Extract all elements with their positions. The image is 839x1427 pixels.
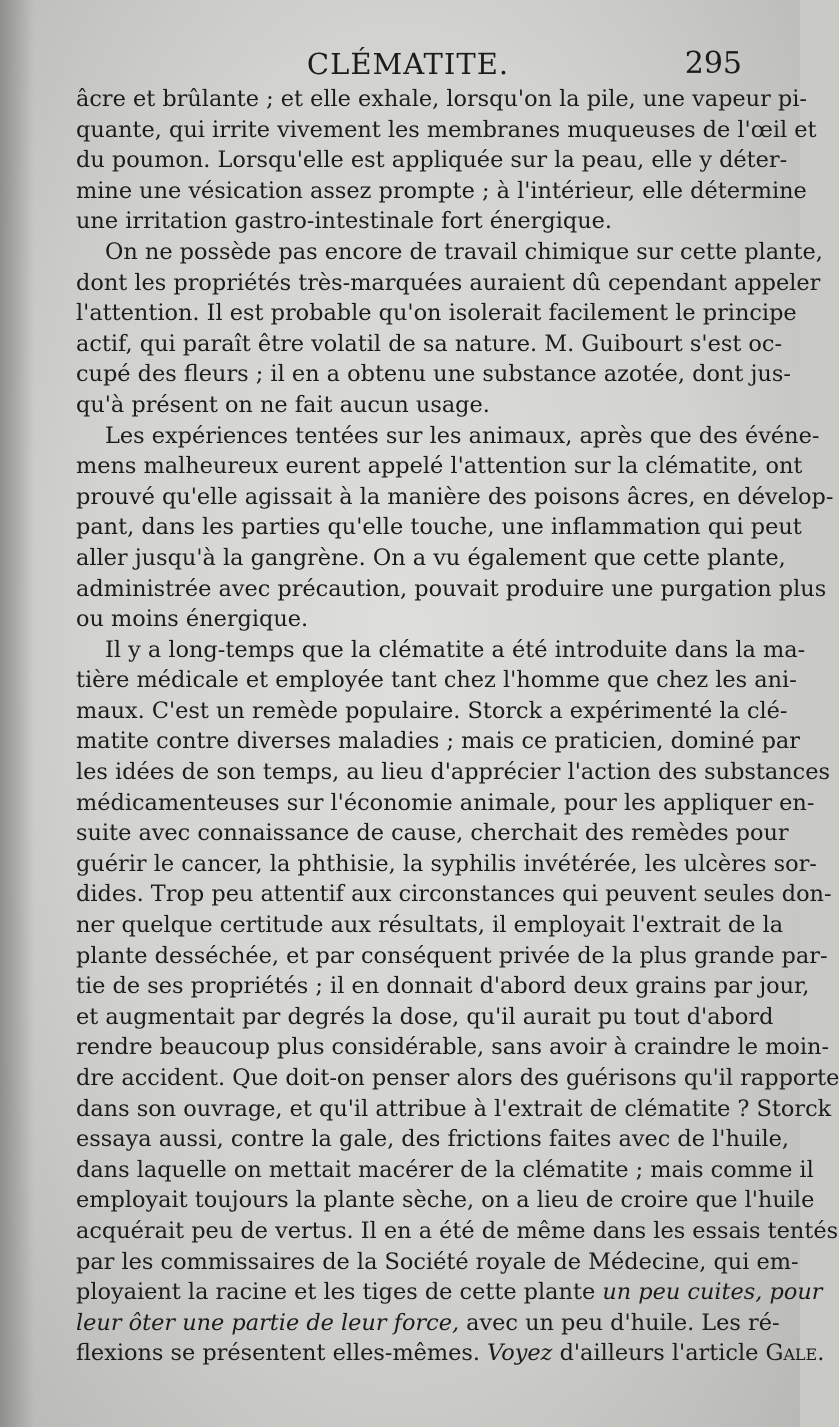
text-line: rendre beaucoup plus considérable, sans avoir à craindre le moin- [76, 1034, 830, 1061]
text-line: tie de ses propriétés ; il en donnait d'abord deux grains par jour, [76, 973, 810, 1000]
text-line: maux. C'est un remède populaire. Storck a expérimenté la clé- [76, 697, 788, 724]
text-line-mixed [76, 1338, 825, 1369]
paragraph-1 [76, 84, 817, 237]
text-line: administrée avec précaution, pouvait produire une purgation plus [76, 575, 827, 602]
text-line: employait toujours la plante sèche, on a lieu de croire que l'huile [76, 1187, 815, 1214]
running-title: CLÉMATITE. [306, 47, 510, 81]
text-line: dont les propriétés très-marquées auraient dû cependant appeler [76, 269, 821, 296]
text-line: suite avec connaissance de cause, cherchait des remèdes pour [76, 820, 789, 847]
text-line: dre accident. Que doit-on penser alors des guérisons qu'il rapporte [76, 1065, 839, 1091]
text-line: ou moins énergique. [76, 606, 309, 633]
text-line-mixed [76, 1277, 823, 1308]
text-line: Il y a long-temps que la clématite a été introduite dans la ma- [105, 636, 806, 663]
text-line: âcre et brûlante ; et elle exhale, lorsqu'on la pile, une vapeur pi- [76, 86, 807, 112]
text-line: médicamenteuses sur l'économie animale, pour les appliquer en- [76, 789, 815, 816]
text-line: dans son ouvrage, et qu'il attribue à l'extrait de clématite ? Storck [76, 1095, 832, 1122]
text-line: dides. Trop peu attentif aux circonstances qui peuvent seules don- [76, 881, 832, 908]
text-line: matite contre diverses maladies ; mais ce praticien, dominé par [76, 728, 800, 755]
text-run: d'ailleurs l'article [552, 1340, 766, 1367]
text-line: plante desséchée, et par conséquent privée de la plus grande par- [76, 942, 828, 969]
page-number: 295 [684, 46, 742, 81]
text-line: les idées de son temps, au lieu d'apprécier l'action des substances [76, 759, 830, 786]
italic-text: Voyez [487, 1340, 553, 1367]
text-line: ner quelque certitude aux résultats, il employait l'extrait de la [76, 912, 784, 939]
text-line: une irritation gastro-intestinale fort énergique. [76, 208, 612, 235]
text-line: mens malheureux eurent appelé l'attention sur la clématite, ont [76, 453, 803, 480]
text-run: flexions se présentent elles-mêmes. [76, 1340, 488, 1367]
text-line: tière médicale et employée tant chez l'homme que chez les ani- [76, 667, 797, 694]
text-line: essaya aussi, contre la gale, des frictions faites avec de l'huile, [76, 1126, 789, 1153]
body-text [76, 84, 839, 1369]
paragraph-2 [76, 237, 823, 421]
text-line: guérir le cancer, la phthisie, la syphilis invétérée, les ulcères sor- [76, 850, 817, 877]
text-line: On ne possède pas encore de travail chimique sur cette plante, [105, 238, 823, 265]
text-line: acquérait peu de vertus. Il en a été de même dans les essais tentés [76, 1217, 839, 1244]
text-line: dans laquelle on mettait macérer de la clématite ; mais comme il [76, 1156, 814, 1183]
text-line: pant, dans les parties qu'elle touche, une inflammation qui peut [76, 514, 802, 541]
italic-text: leur ôter une partie de leur force, [76, 1309, 460, 1336]
text-line: l'attention. Il est probable qu'on isolerait facilement le principe [76, 300, 797, 327]
text-line: mine une vésication assez prompte ; à l'intérieur, elle détermine [76, 177, 807, 204]
text-line: actif, qui paraît être volatil de sa nature. M. Guibourt s'est oc- [76, 330, 783, 357]
text-line: quante, qui irrite vivement les membranes muqueuses de l'œil et [76, 116, 817, 143]
text-line: aller jusqu'à la gangrène. On a vu également que cette plante, [76, 544, 786, 571]
italic-text: un peu cuites, pour [602, 1279, 823, 1306]
small-caps-text: Gale. [765, 1340, 825, 1367]
text-line: et augmentait par degrés la dose, qu'il aurait pu tout d'abord [76, 1003, 774, 1030]
text-line: prouvé qu'elle agissait à la manière des poisons âcres, en dévelop- [76, 483, 834, 510]
text-line: cupé des fleurs ; il en a obtenu une substance azotée, dont jus- [76, 361, 791, 388]
paragraph-4 [76, 635, 839, 1369]
text-line: par les commissaires de la Société royale de Médecine, qui em- [76, 1248, 799, 1275]
text-line-mixed [76, 1308, 780, 1339]
running-head [78, 44, 742, 84]
text-line: qu'à présent on ne fait aucun usage. [76, 391, 490, 418]
text-run: avec un peu d'huile. Les ré- [459, 1309, 780, 1336]
text-run: ployaient la racine et les tiges de cette plante [76, 1279, 596, 1306]
paragraph-3 [76, 421, 834, 635]
text-line: du poumon. Lorsqu'elle est appliquée sur la peau, elle y déter- [76, 147, 788, 174]
text-line: Les expériences tentées sur les animaux, après que des événe- [105, 422, 820, 449]
